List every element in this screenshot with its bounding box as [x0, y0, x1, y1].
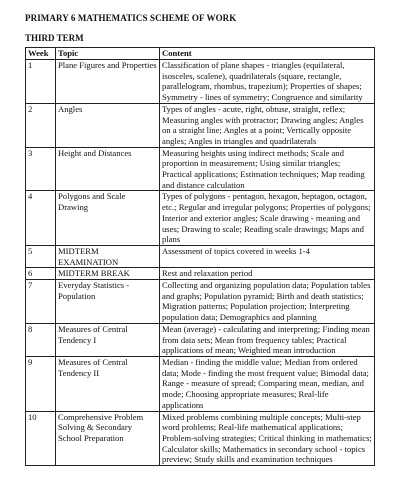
table-row [26, 60, 375, 104]
topic-cell: Comprehensive Problem Solving & Secondary School Preparation [56, 411, 160, 466]
topic-cell: Polygons and Scale Drawing [56, 191, 160, 246]
content-cell: Collecting and organizing population data; Population tables and graphs; Population pyramid; Birth and death statistics; Migration patterns; Population projection; Interpreting population data; Demographics and planning [160, 280, 375, 324]
content-cell: Classification of plane shapes - triangles (equilateral, isosceles, scalene), quadrilaterals (square, rectangle, parallelogram, rhombus, trapezium); Properties of shapes; Symmetry - lines of symmetry; Congruence and similarity [160, 60, 375, 104]
table-row [26, 323, 375, 356]
topic-cell: Measures of Central Tendency I [56, 323, 160, 356]
table-header-row [26, 48, 375, 60]
topic-cell: Height and Distances [56, 147, 160, 191]
content-cell: Rest and relaxation period [160, 268, 375, 280]
week-number: 8 [26, 323, 56, 356]
topic-cell: MIDTERM BREAK [56, 268, 160, 280]
table-row [26, 268, 375, 280]
week-number: 10 [26, 411, 56, 466]
content-column-header: Content [160, 48, 375, 60]
week-number: 9 [26, 356, 56, 411]
topic-cell: Angles [56, 103, 160, 147]
topic-cell: Everyday Statistics - Population [56, 280, 160, 324]
week-column-header: Week [26, 48, 56, 60]
scheme-table [25, 47, 375, 466]
table-row [26, 103, 375, 147]
content-cell: Median - finding the middle value; Median from ordered data; Mode - finding the most frequent value; Bimodal data; Range - measure of spread; Comparing mean, median, and mode; Choosing appropriate measures; Real-life applications [160, 356, 375, 411]
topic-column-header: Topic [56, 48, 160, 60]
topic-cell: Measures of Central Tendency II [56, 356, 160, 411]
table-row [26, 280, 375, 324]
week-number: 4 [26, 191, 56, 246]
content-cell: Mean (average) - calculating and interpreting; Finding mean from data sets; Mean from frequency tables; Practical applications of mean; Weighted mean introduction [160, 323, 375, 356]
topic-cell: Plane Figures and Properties [56, 60, 160, 104]
table-row [26, 245, 375, 267]
content-cell: Mixed problems combining multiple concepts; Multi-step word problems; Real-life mathematical applications; Problem-solving strategies; Critical thinking in mathematics; Calculator skills; Mathematics in secondary school - topics preview; Study skills and examination techniques [160, 411, 375, 466]
week-number: 3 [26, 147, 56, 191]
table-row [26, 191, 375, 246]
table-row [26, 356, 375, 411]
content-cell: Measuring heights using indirect methods; Scale and proportion in measurement; Using similar triangles; Practical applications; Estimation techniques; Map reading and distance calculation [160, 147, 375, 191]
table-row [26, 147, 375, 191]
term-heading: THIRD TERM [25, 33, 84, 43]
content-cell: Assessment of topics covered in weeks 1-4 [160, 245, 375, 267]
content-cell: Types of angles - acute, right, obtuse, straight, reflex; Measuring angles with protractor; Drawing angles; Angles on a straight line; Angles at a point; Vertically opposite angles; Angles in triangles and quadrilaterals [160, 103, 375, 147]
table-row [26, 411, 375, 466]
week-number: 2 [26, 103, 56, 147]
week-number: 6 [26, 268, 56, 280]
week-number: 1 [26, 60, 56, 104]
content-cell: Types of polygons - pentagon, hexagon, heptagon, octagon, etc.; Regular and irregular polygons; Properties of polygons; Interior and exterior angles; Scale drawing - meaning and uses; Drawing to scale; Reading scale drawings; Maps and plans [160, 191, 375, 246]
topic-cell: MIDTERM EXAMINATION [56, 245, 160, 267]
week-number: 5 [26, 245, 56, 267]
document-title: PRIMARY 6 MATHEMATICS SCHEME OF WORK [25, 13, 237, 23]
week-number: 7 [26, 280, 56, 324]
